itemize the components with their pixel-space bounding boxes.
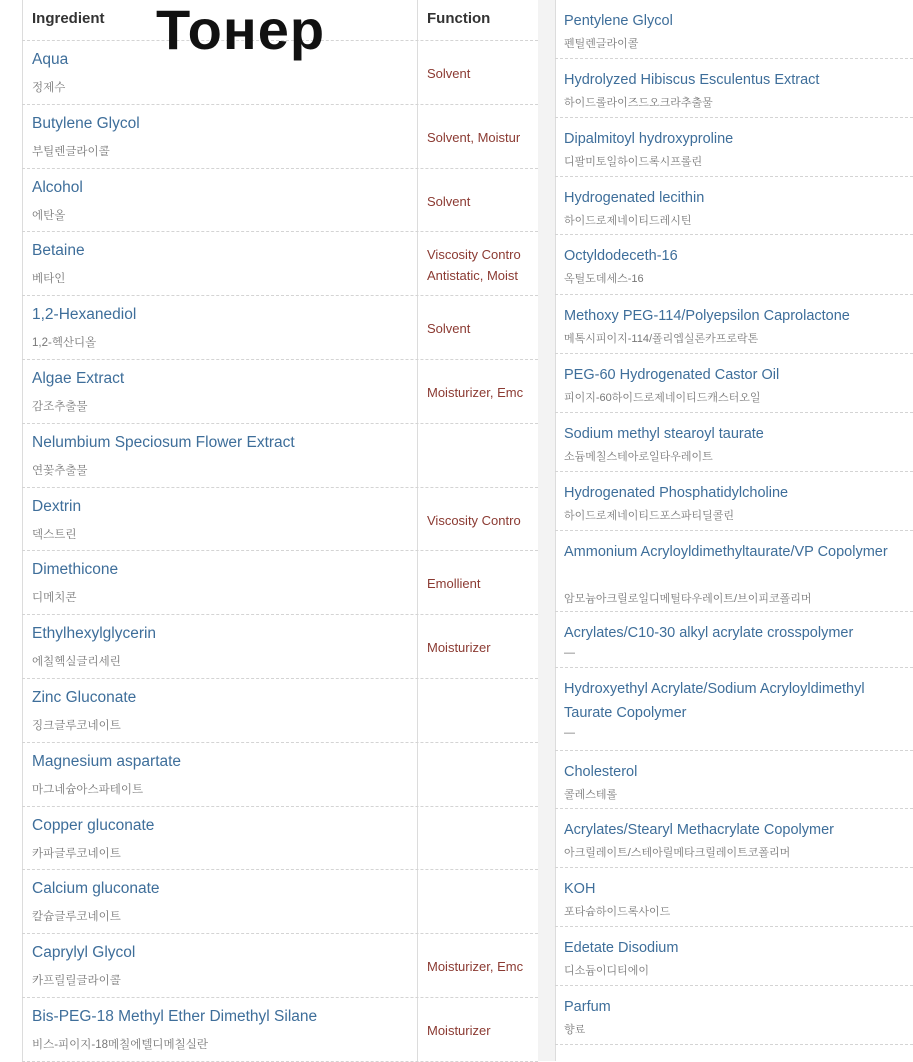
ingredient-name[interactable]: Nelumbium Speciosum Flower Extract [32,433,295,451]
ingredient-korean-name: 향료 [564,1024,586,1036]
page-title: Тонер [156,0,326,61]
ingredient-name[interactable]: Ethylhexylglycerin [32,625,157,643]
ingredient-function: Moisturizer, Emc [427,959,524,975]
table-row [555,986,913,1045]
ingredient-korean-name: 카파글루코네이트 [32,847,121,860]
ingredient-korean-name: 연꽃추출물 [32,464,88,477]
right-ingredient-table [555,0,913,1061]
ingredient-name[interactable]: Dimethicone [32,561,119,579]
table-row [22,743,538,807]
ingredient-korean-name: 덱스트린 [32,528,77,541]
table-row [22,551,538,615]
ingredient-korean-name: 포타슘하이드록사이드 [564,906,671,918]
ingredient-korean-name: — [564,727,575,739]
ingredient-name[interactable]: Cholesterol [564,764,638,780]
ingredient-name[interactable]: Hydroxyethyl Acrylate/Sodium Acryloyldimethyl Taurate Copolymer [564,681,865,721]
ingredient-korean-name: 콜레스테롤 [564,789,618,801]
ingredient-function: Solvent, Moistur [427,129,521,145]
ingredient-name[interactable]: Methoxy PEG-114/Polyepsilon Caprolactone [564,308,850,324]
ingredient-korean-name: 아크릴레이트/스테아릴메타크릴레이트코폴리머 [564,847,791,859]
ingredient-name[interactable]: Magnesium aspartate [32,752,182,770]
ingredient-korean-name: 디소듐이디티에이 [564,965,650,977]
ingredient-function: Moisturizer, Emc [427,385,524,400]
table-row [555,809,913,868]
ingredient-korean-name: 메톡시피이지-114/폴리엡실론카프로락톤 [564,333,759,345]
table-row [22,679,538,743]
table-row [555,235,913,295]
ingredient-name[interactable]: Edetate Disodium [564,940,679,956]
ingredient-korean-name: 에칠헥실글리세린 [32,656,121,669]
ingredient-function: Emollient [427,576,481,592]
table-row [555,927,913,986]
ingredient-korean-name: 감조추출물 [32,401,88,413]
ingredient-name[interactable]: Butylene Glycol [32,114,140,132]
table-row [555,0,913,59]
table-row [22,870,538,934]
ingredient-name[interactable]: Parfum [564,999,611,1015]
ingredient-name[interactable]: 1,2-Hexanediol [32,306,137,324]
ingredient-name[interactable]: Octyldodeceth-16 [564,248,678,264]
ingredient-name[interactable]: Copper gluconate [32,816,155,834]
table-row [555,413,913,472]
ingredient-name[interactable]: Aqua [32,51,69,68]
ingredient-korean-name: 1,2-헥산디올 [32,337,97,350]
table-row [22,488,538,552]
ingredient-function: Viscosity Contro [427,512,521,528]
ingredient-function: Viscosity Contro Antistatic, Moist [427,247,521,284]
table-row [22,934,538,998]
table-row [22,807,538,871]
ingredient-function: Solvent [427,193,471,209]
ingredient-korean-name: 피이지-60하이드로제네이티드캐스터오일 [564,392,761,404]
ingredient-function: Solvent [427,66,471,81]
ingredient-function: Moisturizer [427,1023,491,1038]
ingredient-function: Solvent [427,321,471,337]
table-row [555,531,913,612]
table-row [555,668,913,751]
column-gutter [538,0,555,1061]
ingredient-korean-name: 소듐메칠스테아로일타우레이트 [564,451,713,463]
table-row [22,41,538,105]
ingredient-name[interactable]: Sodium methyl stearoyl taurate [564,426,764,442]
ingredient-name[interactable]: Betaine [32,242,85,260]
table-row [555,118,913,177]
table-row [555,472,913,531]
ingredient-name[interactable]: PEG-60 Hydrogenated Castor Oil [564,367,780,383]
table-row [555,295,913,354]
ingredient-korean-name: 정제수 [32,82,66,94]
ingredient-name[interactable]: Bis-PEG-18 Methyl Ether Dimethyl Silane [32,1008,318,1025]
table-row [555,751,913,809]
ingredient-name[interactable]: Acrylates/C10-30 alkyl acrylate crosspolymer [564,625,854,641]
ingredient-korean-name: 디팔미토일하이드록시프롤린 [564,156,703,168]
table-row [22,615,538,679]
ingredient-name[interactable]: Alcohol [32,178,83,196]
table-row [555,868,913,927]
ingredient-name[interactable]: Zinc Gluconate [32,689,137,706]
table-row [22,232,538,296]
table-row [555,59,913,118]
ingredient-korean-name: 마그네슘아스파테이트 [32,783,144,796]
ingredient-korean-name: — [564,647,575,659]
table-row [22,296,538,360]
ingredient-function: Moisturizer [427,640,491,656]
table-row [555,177,913,235]
ingredient-korean-name: 옥틸도데세스-16 [564,273,644,285]
table-row [555,354,913,413]
ingredient-korean-name: 징크글루코네이트 [32,720,121,732]
ingredient-name[interactable]: Caprylyl Glycol [32,944,136,962]
ingredient-name[interactable]: Ammonium Acryloyldimethyltaurate/VP Copolymer [564,544,888,560]
ingredient-korean-name: 카프릴릴글라이콜 [32,975,121,988]
ingredient-name[interactable]: Hydrogenated lecithin [564,190,705,206]
table-row [22,169,538,233]
ingredient-korean-name: 칼슘글루코네이트 [32,911,121,924]
ingredient-name[interactable]: Pentylene Glycol [564,13,673,29]
ingredient-name[interactable]: Algae Extract [32,370,125,387]
ingredient-name[interactable]: Dextrin [32,497,82,515]
ingredient-name[interactable]: Hydrogenated Phosphatidylcholine [564,485,789,501]
ingredient-korean-name: 암모늄아크릴로일디메틸타우레이트/브이피코폴리머 [564,593,812,605]
ingredient-korean-name: 에탄올 [32,209,66,222]
ingredient-name[interactable]: KOH [564,881,596,897]
ingredient-name[interactable]: Dipalmitoyl hydroxyproline [564,131,734,147]
table-row [22,105,538,169]
ingredient-korean-name: 펜틸렌글라이콜 [564,38,639,50]
ingredient-korean-name: 베타인 [32,273,66,286]
ingredient-korean-name: 하이드로제네이티드포스파티딜콜린 [564,510,735,522]
ingredient-name[interactable]: Calcium gluconate [32,880,160,898]
ingredient-korean-name: 하이드롤라이즈드오크라추출물 [564,97,713,109]
table-row [22,998,538,1062]
header-function: Function [427,10,491,27]
header-ingredient: Ingredient [32,10,105,27]
table-row [22,424,538,488]
ingredient-korean-name: 부틸렌글라이콜 [32,145,110,158]
ingredient-name[interactable]: Acrylates/Stearyl Methacrylate Copolymer [564,822,834,838]
ingredient-name[interactable]: Hydrolyzed Hibiscus Esculentus Extract [564,72,820,88]
ingredient-korean-name: 디메치콘 [32,592,77,605]
table-row [555,612,913,668]
table-row [22,360,538,424]
ingredient-korean-name: 비스-피이지-18메칠에텔디메칠실란 [32,1039,208,1051]
ingredient-korean-name: 하이드로제네이티드레시틴 [564,215,692,227]
